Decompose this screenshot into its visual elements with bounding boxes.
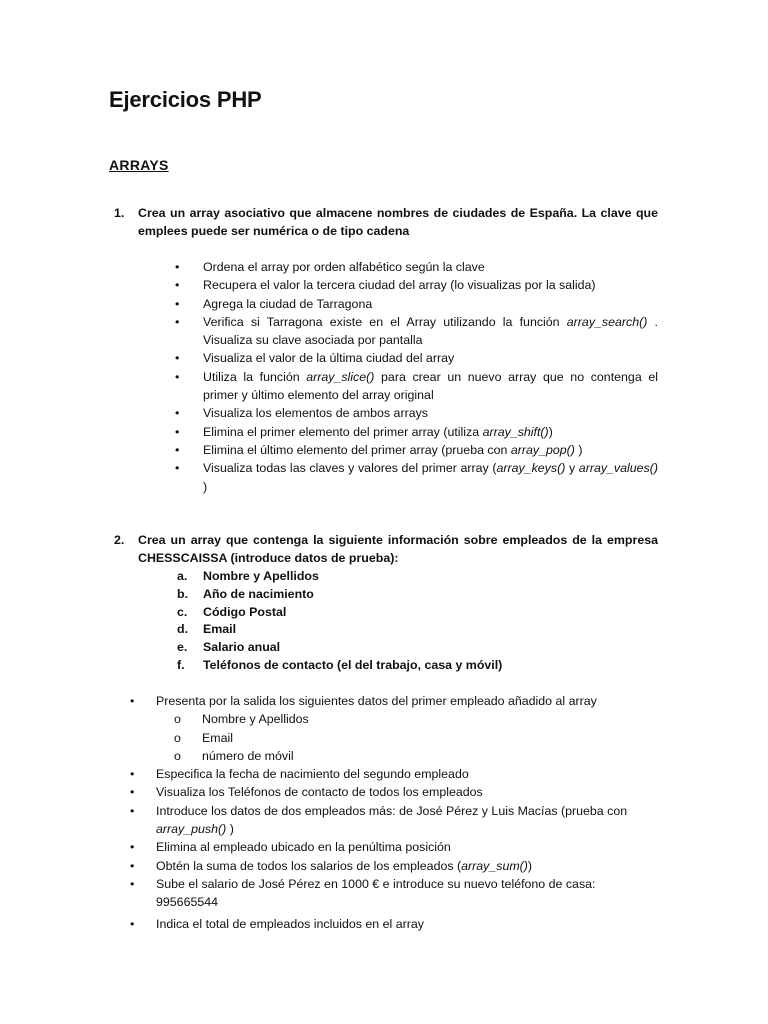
list-item: e. Salario anual xyxy=(175,639,502,657)
bullet-icon: • xyxy=(175,278,180,293)
bullet-icon: • xyxy=(130,694,135,708)
sub-list-item: o Nombre y Apellidos xyxy=(174,710,658,728)
document-title: Ejercicios PHP xyxy=(109,87,262,112)
sub-list-item: o número de móvil xyxy=(174,747,658,765)
list-item: • Especifica la fecha de nacimiento del segundo empleado xyxy=(128,765,658,783)
exercise-2 xyxy=(109,532,658,568)
bullet-icon: • xyxy=(130,916,135,931)
bullet-icon: • xyxy=(175,424,180,439)
list-item: • Verifica si Tarragona existe en el Array utilizando la función array_search() . Visualiza su clave asociada por pantalla xyxy=(175,314,658,348)
exercise-number: 1. xyxy=(114,206,125,220)
exercise-2-task-list xyxy=(128,692,658,933)
sub-list xyxy=(174,710,658,765)
list-letter: d. xyxy=(177,622,189,637)
exercise-number: 2. xyxy=(114,533,125,547)
list-item: a. Nombre y Apellidos xyxy=(175,568,502,586)
bullet-icon: • xyxy=(175,442,180,457)
section-heading-arrays: ARRAYS xyxy=(109,157,169,173)
list-letter: b. xyxy=(177,586,189,601)
circle-bullet-icon: o xyxy=(174,712,181,727)
list-item: • Ordena el array por orden alfabético según la clave xyxy=(175,258,658,276)
circle-bullet-icon: o xyxy=(174,730,181,745)
bullet-icon: • xyxy=(175,314,180,329)
list-letter: e. xyxy=(177,640,188,655)
bullet-icon: • xyxy=(130,785,135,800)
bullet-icon: • xyxy=(130,876,135,891)
list-item: • Agrega la ciudad de Tarragona xyxy=(175,295,658,313)
bullet-icon: • xyxy=(175,351,180,366)
list-letter: f. xyxy=(177,657,185,672)
list-item: c. Código Postal xyxy=(175,604,502,622)
list-item: • Visualiza todas las claves y valores del primer array (array_keys() y array_values() ) xyxy=(175,461,658,494)
list-letter: c. xyxy=(177,604,188,619)
list-item: • Visualiza los Teléfonos de contacto de todos los empleados xyxy=(128,783,658,801)
list-item: d. Email xyxy=(175,621,502,639)
list-item: • Elimina al empleado ubicado en la penúltima posición xyxy=(128,838,658,856)
bullet-icon: • xyxy=(130,858,135,873)
bullet-icon: • xyxy=(175,260,180,274)
bullet-icon: • xyxy=(175,369,180,384)
sub-list-item: o Email xyxy=(174,729,658,747)
employee-fields-list xyxy=(175,568,502,675)
list-item: f. Teléfonos de contacto (el del trabajo, casa y móvil) xyxy=(175,657,502,675)
list-item: • Presenta por la salida los siguientes datos del primer empleado añadido al array o Nombre y Apellidos o Email o número de móvil xyxy=(128,692,658,765)
list-item: • Utiliza la función array_slice() para crear un nuevo array que no contenga el primer y último elemento del array original xyxy=(175,369,658,403)
exercise-1 xyxy=(109,205,658,241)
exercise-statement: Crea un array asociativo que almacene nombres de ciudades de España. La clave que emplees puede ser numérica o de tipo cadena xyxy=(138,206,658,238)
list-item: • Elimina el último elemento del primer array (prueba con array_pop() ) xyxy=(175,441,658,459)
bullet-icon: • xyxy=(175,461,180,476)
list-item: • Elimina el primer elemento del primer array (utiliza array_shift()) xyxy=(175,423,658,441)
list-item: • Introduce los datos de dos empleados más: de José Pérez y Luis Macías (prueba con array_push() ) xyxy=(130,803,628,837)
list-item: • Sube el salario de José Pérez en 1000 € e introduce su nuevo teléfono de casa: 995665544 xyxy=(130,876,596,910)
list-item: • Visualiza el valor de la última ciudad del array xyxy=(175,349,658,367)
bullet-icon: • xyxy=(175,296,180,311)
list-item: • Visualiza los elementos de ambos arrays xyxy=(175,404,658,422)
bullet-icon: • xyxy=(130,803,135,818)
list-item: b. Año de nacimiento xyxy=(175,586,502,604)
bullet-icon: • xyxy=(130,767,135,782)
list-item: • Obtén la suma de todos los salarios de los empleados (array_sum()) xyxy=(128,857,658,875)
circle-bullet-icon: o xyxy=(174,748,181,763)
list-item: • Recupera el valor la tercera ciudad del array (lo visualizas por la salida) xyxy=(175,276,658,294)
bullet-icon: • xyxy=(130,840,135,855)
exercise-statement: Crea un array que contenga la siguiente información sobre empleados de la empresa CHESSCAISSA (introduce datos de prueba): xyxy=(138,533,658,565)
exercise-1-task-list xyxy=(175,258,658,496)
list-letter: a. xyxy=(177,569,188,583)
list-item: • Indica el total de empleados incluidos en el array xyxy=(128,915,658,933)
bullet-icon: • xyxy=(175,406,180,421)
